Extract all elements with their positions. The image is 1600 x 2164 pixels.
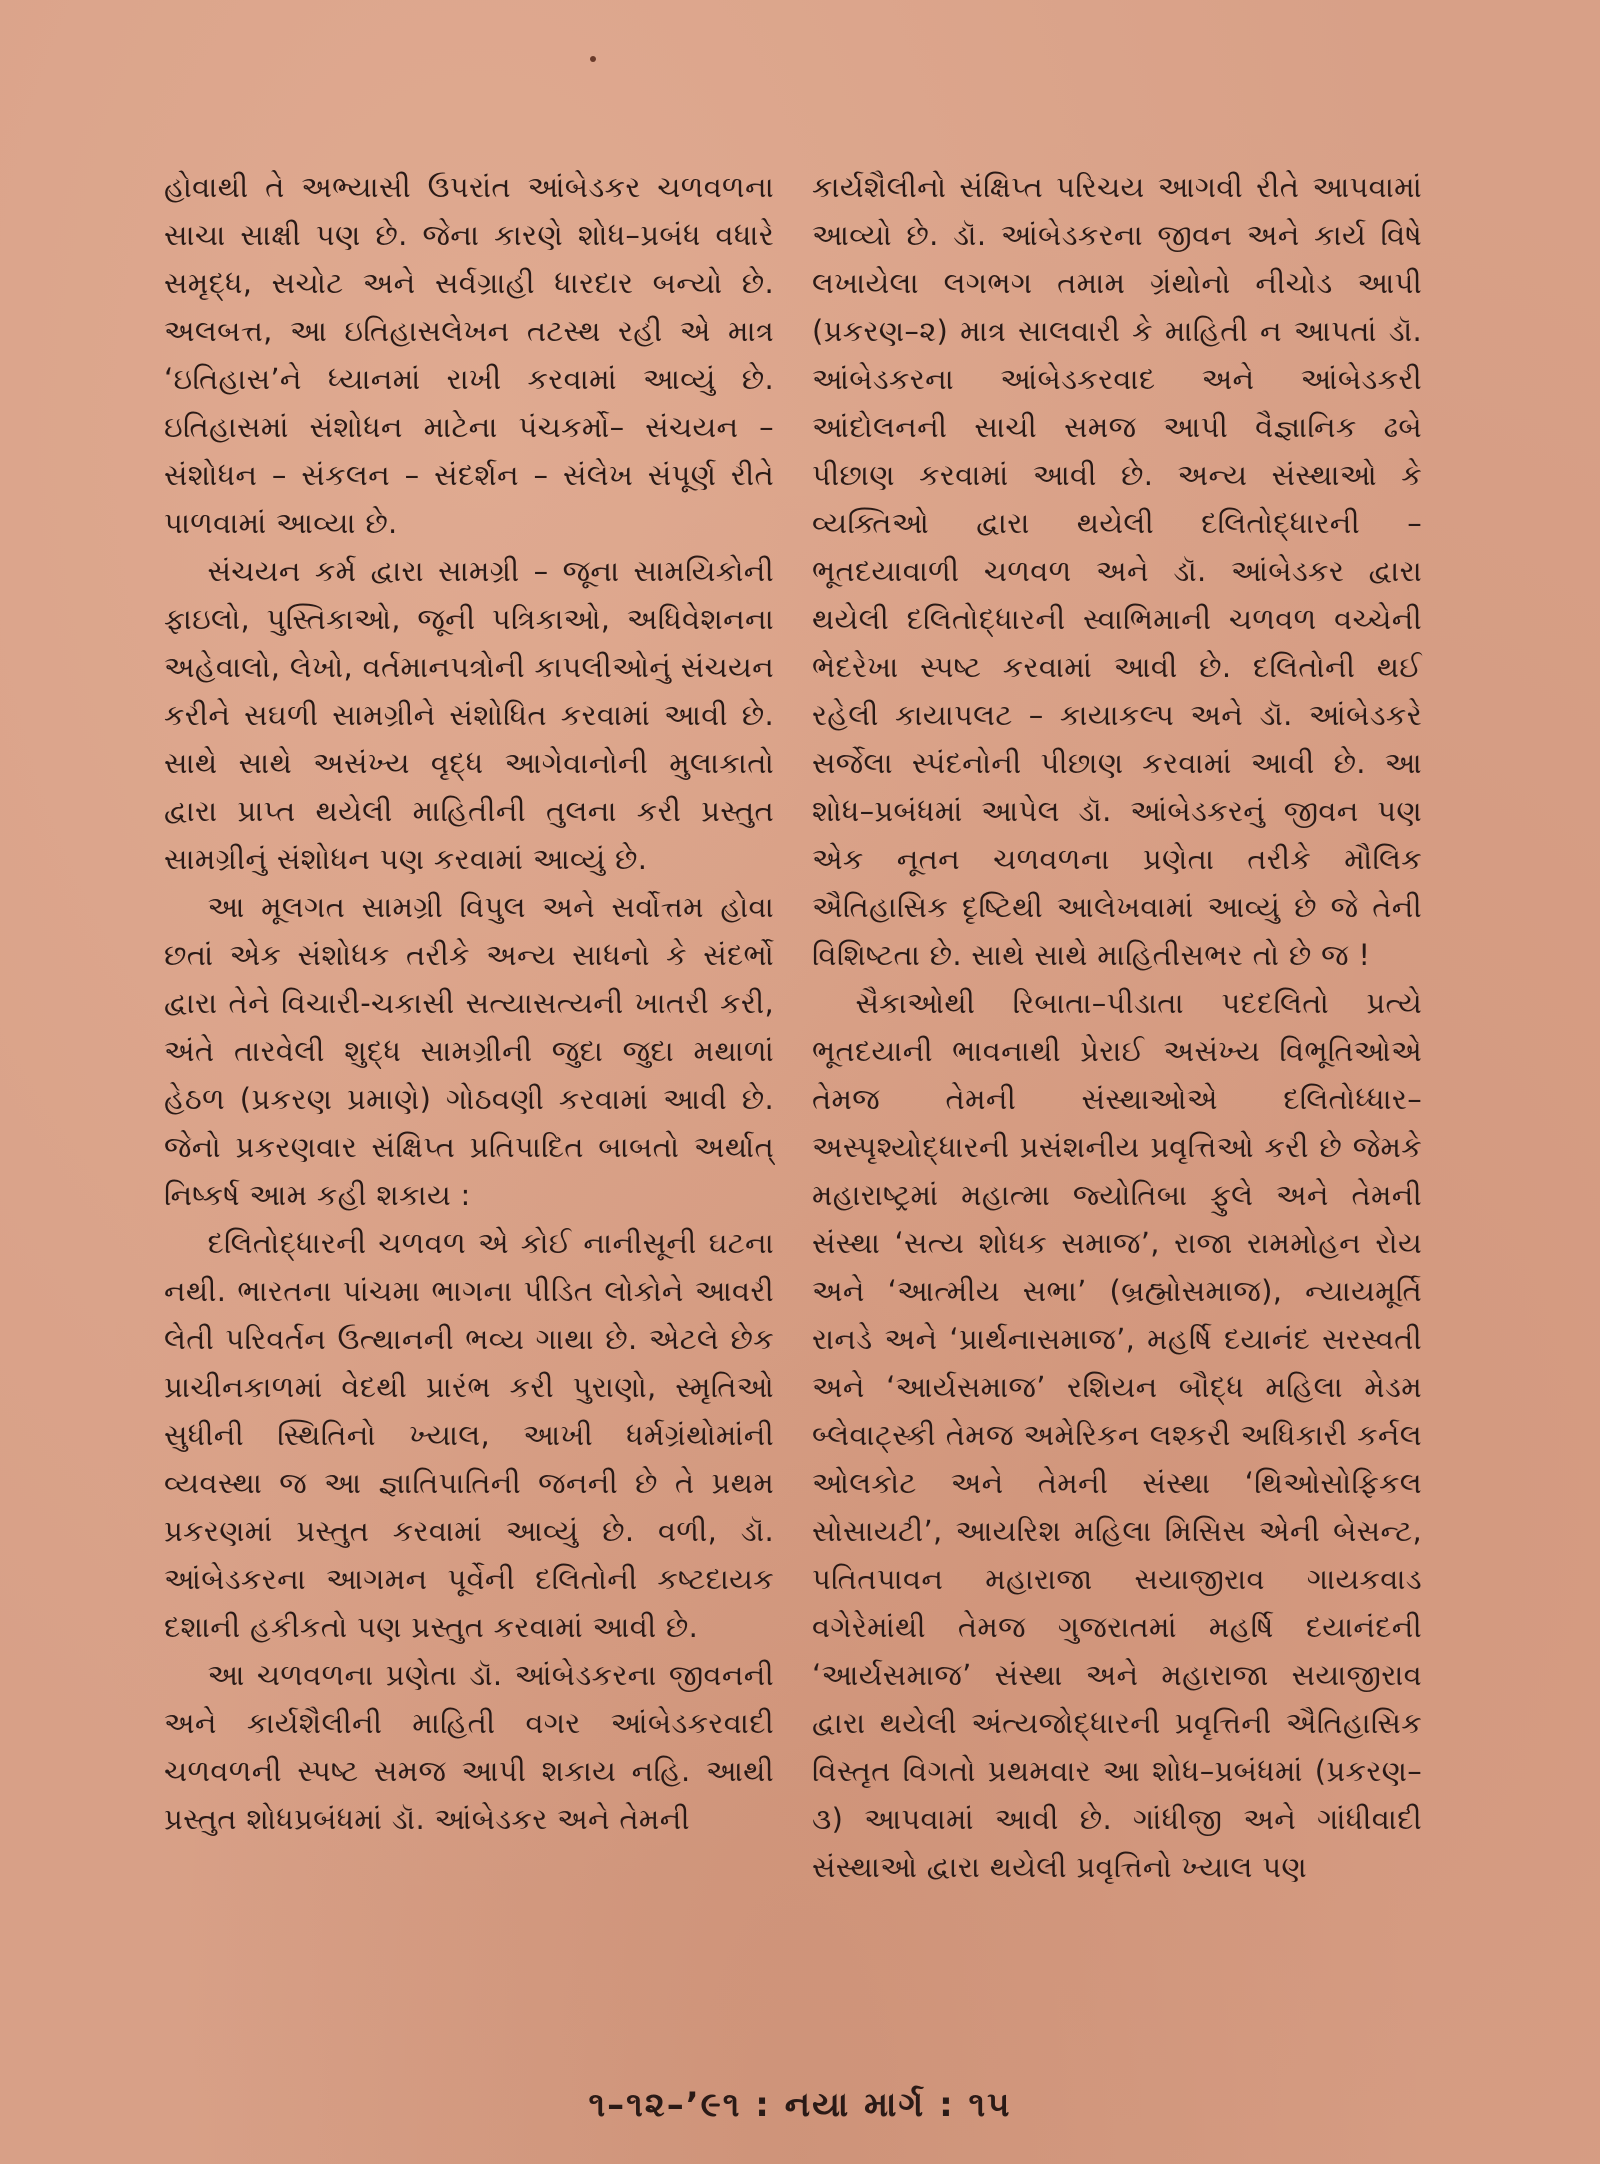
paragraph: સંચયન કર્મ દ્વારા સામગ્રી – જૂના સામયિકોની ફાઇલો, પુસ્તિકાઓ, જૂની પત્રિકાઓ, અધિવેશનના અહેવાલો, લેખો, વર્તમાનપત્રોની કાપલીઓનું સંચયન કરીને સઘળી સામગ્રીને સંશોધિત કરવામાં આવી છે. સાથે સાથે અસંખ્ય વૃદ્ધ આગેવાનોની મુલાકાતો દ્વારા પ્રાપ્ત થયેલી માહિતીની તુલના કરી પ્રસ્તુત સામગ્રીનું સંશોધન પણ કરવામાં આવ્યું છે. (164, 554, 774, 876)
paragraph: હોવાથી તે અભ્યાસી ઉપરાંત આંબેડકર ચળવળના સાચા સાક્ષી પણ છે. જેના કારણે શોધ–પ્રબંધ વધારે સમૃદ્ધ, સચોટ અને સર્વગ્રાહી ધારદાર બન્યો છે. અલબત્ત, આ ઇતિહાસલેખન તટસ્થ રહી એ માત્ર ‘ઇતિહાસ’ને ધ્યાનમાં રાખી કરવામાં આવ્યું છે. ઇતિહાસમાં સંશોધન માટેના પંચકર્મો– સંચયન – સંશોધન – સંકલન – સંદર્શન – સંલેખ સંપૂર્ણ રીતે પાળવામાં આવ્યા છે. (164, 170, 774, 540)
paragraph: સૈકાઓથી રિબાતા–પીડાતા પદદલિતો પ્રત્યે ભૂતદયાની ભાવનાથી પ્રેરાઈ અસંખ્ય વિભૂતિઓએ તેમજ તેમની સંસ્થાઓએ દલિતોધ્ધાર–અસ્પૃશ્યોદ્ધારની પ્રસંશનીય પ્રવૃત્તિઓ કરી છે જેમકે મહારાષ્ટ્રમાં મહાત્મા જ્યોતિબા ફુલે અને તેમની સંસ્થા ‘સત્ય શોધક સમાજ’, રાજા રામમોહન રોય અને ‘આત્મીય સભા’ (બ્રહ્મોસમાજ), ન્યાયમૂર્તિ રાનડે અને ‘પ્રાર્થનાસમાજ’, મહર્ષિ દયાનંદ સરસ્વતી અને ‘આર્યસમાજ’ રશિયન બૌદ્ધ મહિલા મેડમ બ્લેવાટ્સ્કી તેમજ અમેરિકન લશ્કરી અધિકારી કર્નલ ઓલકોટ અને તેમની સંસ્થા ‘થિઓસોફિકલ સોસાયટી’, આયરિશ મહિલા મિસિસ એની બેસન્ટ, પતિતપાવન મહારાજા સયાજીરાવ ગાયકવાડ વગેરેમાંથી તેમજ ગુજરાતમાં મહર્ષિ દયાનંદની ‘આર્યસમાજ’ સંસ્થા અને મહારાજા સયાજીરાવ દ્વારા થયેલી અંત્યજોદ્ધારની પ્રવૃત્તિની ઐતિહાસિક વિસ્તૃત વિગતો પ્રથમવાર આ શોધ–પ્રબંધમાં (પ્રકરણ–૩) આપવામાં આવી છે. ગાંધીજી અને ગાંધીવાદી સંસ્થાઓ દ્વારા થયેલી પ્રવૃત્તિનો ખ્યાલ પણ (812, 986, 1422, 1884)
paragraph: આ ચળવળના પ્રણેતા ડૉ. આંબેડકરના જીવનની અને કાર્યશૈલીની માહિતી વગર આંબેડકરવાદી ચળવળની સ્પષ્ટ સમજ આપી શકાય નહિ. આથી પ્રસ્તુત શોધપ્રબંધમાં ડૉ. આંબેડકર અને તેમની (164, 1658, 774, 1836)
left-column (164, 163, 774, 1843)
paragraph: કાર્યશૈલીનો સંક્ષિપ્ત પરિચય આગવી રીતે આપવામાં આવ્યો છે. ડૉ. આંબેડકરના જીવન અને કાર્ય વિષે લખાયેલા લગભગ તમામ ગ્રંથોનો નીચોડ આપી (પ્રકરણ–૨) માત્ર સાલવારી કે માહિતી ન આપતાં ડૉ. આંબેડકરના આંબેડકરવાદ અને આંબેડકરી આંદોલનની સાચી સમજ આપી વૈજ્ઞાનિક ઢબે પીછાણ કરવામાં આવી છે. અન્ય સંસ્થાઓ કે વ્યક્તિઓ દ્વારા થયેલી દલિતોદ્ધારની – ભૂતદયાવાળી ચળવળ અને ડૉ. આંબેડકર દ્વારા થયેલી દલિતોદ્ધારની સ્વાભિમાની ચળવળ વચ્ચેની ભેદરેખા સ્પષ્ટ કરવામાં આવી છે. દલિતોની થઈ રહેલી કાયાપલટ – કાયાકલ્પ અને ડૉ. આંબેડકરે સર્જેલા સ્પંદનોની પીછાણ કરવામાં આવી છે. આ શોધ–પ્રબંધમાં આપેલ ડૉ. આંબેડકરનું જીવન પણ એક નૂતન ચળવળના પ્રણેતા તરીકે મૌલિક ઐતિહાસિક દૃષ્ટિથી આલેખવામાં આવ્યું છે જે તેની વિશિષ્ટતા છે. સાથે સાથે માહિતીસભર તો છે જ ! (812, 170, 1422, 972)
page-footer: ૧–૧૨–’૯૧ : નયા માર્ગ : ૧૫ (588, 2085, 1012, 2125)
right-column (812, 163, 1422, 1891)
paragraph: દલિતોદ્ધારની ચળવળ એ કોઈ નાનીસૂની ઘટના નથી. ભારતના પાંચમા ભાગના પીડિત લોકોને આવરી લેતી પરિવર્તન ઉત્થાનની ભવ્ય ગાથા છે. એટલે છેક પ્રાચીનકાળમાં વેદથી પ્રારંભ કરી પુરાણો, સ્મૃતિઓ સુધીની સ્થિતિનો ખ્યાલ, આખી ધર્મગ્રંથોમાંની વ્યવસ્થા જ આ જ્ઞાતિપાતિની જનની છે તે પ્રથમ પ્રકરણમાં પ્રસ્તુત કરવામાં આવ્યું છે. વળી, ડૉ. આંબેડકરના આગમન પૂર્વેની દલિતોની કષ્ટદાયક દશાની હકીકતો પણ પ્રસ્તુત કરવામાં આવી છે. (164, 1226, 774, 1644)
ink-speck (590, 56, 596, 62)
paragraph: આ મૂલગત સામગ્રી વિપુલ અને સર્વોત્તમ હોવા છતાં એક સંશોધક તરીકે અન્ય સાધનો કે સંદર્ભો દ્વારા તેને વિચારી-ચકાસી સત્યાસત્યની ખાતરી કરી, અંતે તારવેલી શુદ્ધ સામગ્રીની જુદા જુદા મથાળાં હેઠળ (પ્રકરણ પ્રમાણે) ગોઠવણી કરવામાં આવી છે. જેનો પ્રકરણવાર સંક્ષિપ્ત પ્રતિપાદિત બાબતો અર્થાત્ નિષ્કર્ષ આમ કહી શકાય : (164, 890, 774, 1212)
